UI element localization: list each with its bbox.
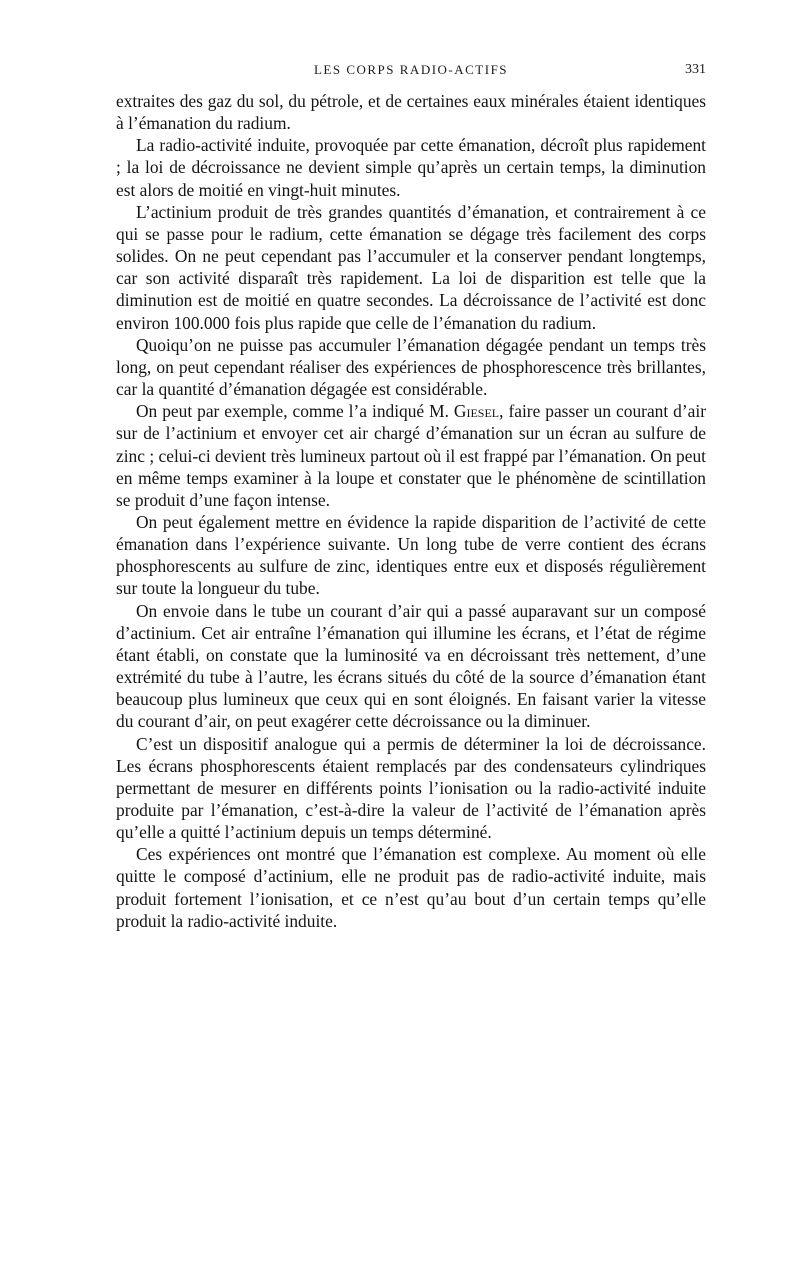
paragraph: C’est un dispositif analogue qui a permis de déterminer la loi de décroissance. Les écrans phosphorescents étaient remplacés par des condensateurs cylindriques permettant de mesurer en différents points l’ionisation ou la radio-activité induite produite par l’émanation, c’est-à-dire la valeur de l’activité de l’émanation après qu’elle a quitté l’actinium depuis un temps déterminé. bbox=[116, 733, 706, 843]
paragraph bbox=[116, 400, 706, 511]
paragraph-continued: extraites des gaz du sol, du pétrole, et de certaines eaux minérales étaient identiques à l’émanation du radium. bbox=[116, 91, 706, 134]
paragraph: La radio-activité induite, provoquée par cette émanation, décroît plus rapidement ; la loi de décroissance ne devient simple qu’après un certain temps, la diminution est alors de moitié en vingt-huit minutes. bbox=[116, 135, 706, 200]
author-name: Giesel bbox=[453, 401, 500, 422]
paragraph: On envoie dans le tube un courant d’air qui a passé auparavant sur un composé d’actinium. Cet air entraîne l’émanation qui illumine les écrans, et l’état de régime étant établi, on constate que la luminosité va en décroissant très nettement, d’une extrémité du tube à l’autre, les écrans situés du côté de la source d’émanation étant beaucoup plus lumineux que ceux qui en sont éloignés. En faisant varier la vitesse du courant d’air, on peut exagérer cette décroissance ou la diminuer. bbox=[116, 600, 706, 732]
running-head bbox=[116, 60, 706, 82]
paragraph-text: , faire passer un courant d’air sur de l’actinium et envoyer cet air chargé d’émanation sur un écran au sulfure de zinc ; celui-ci devient très lumineux partout où il est frappé par l’émanation. On peut en même temps examiner à la loupe et constater que le phénomène de scintillation se produit d’une façon intense. bbox=[116, 401, 706, 510]
page-number: 331 bbox=[685, 62, 706, 77]
running-title: LES CORPS RADIO-ACTIFS bbox=[313, 62, 509, 77]
paragraph: L’actinium produit de très grandes quantités d’émanation, et contrairement à ce qui se passe pour le radium, cette émanation se dégage très facilement des corps solides. On ne peut cependant pas l’accumuler et la conserver pendant longtemps, car son activité disparaît très rapidement. La loi de disparition est telle que la diminution est de moitié en quatre secondes. La décroissance de l’activité est donc environ 100.000 fois plus rapide que celle de l’émanation du radium. bbox=[116, 201, 706, 333]
body-text bbox=[116, 90, 706, 932]
paragraph: Quoiqu’on ne puisse pas accumuler l’émanation dégagée pendant un temps très long, on peut cependant réaliser des expériences de phosphorescence très brillantes, car la quantité d’émanation dégagée est considérable. bbox=[116, 334, 706, 400]
paragraph: Ces expériences ont montré que l’émanation est complexe. Au moment où elle quitte le composé d’actinium, elle ne produit pas de radio-activité induite, mais produit fortement l’ionisation, et ce n’est qu’au bout d’un certain temps qu’elle produit la radio-activité induite. bbox=[116, 844, 706, 931]
paragraph-text: On peut par exemple, comme l’a indiqué M. bbox=[136, 401, 454, 422]
paragraph: On peut également mettre en évidence la rapide disparition de l’activité de cette émanation dans l’expérience suivante. Un long tube de verre contient des écrans phosphorescents au sulfure de zinc, identiques entre eux et disposés régulièrement sur toute la longueur du tube. bbox=[116, 511, 706, 599]
